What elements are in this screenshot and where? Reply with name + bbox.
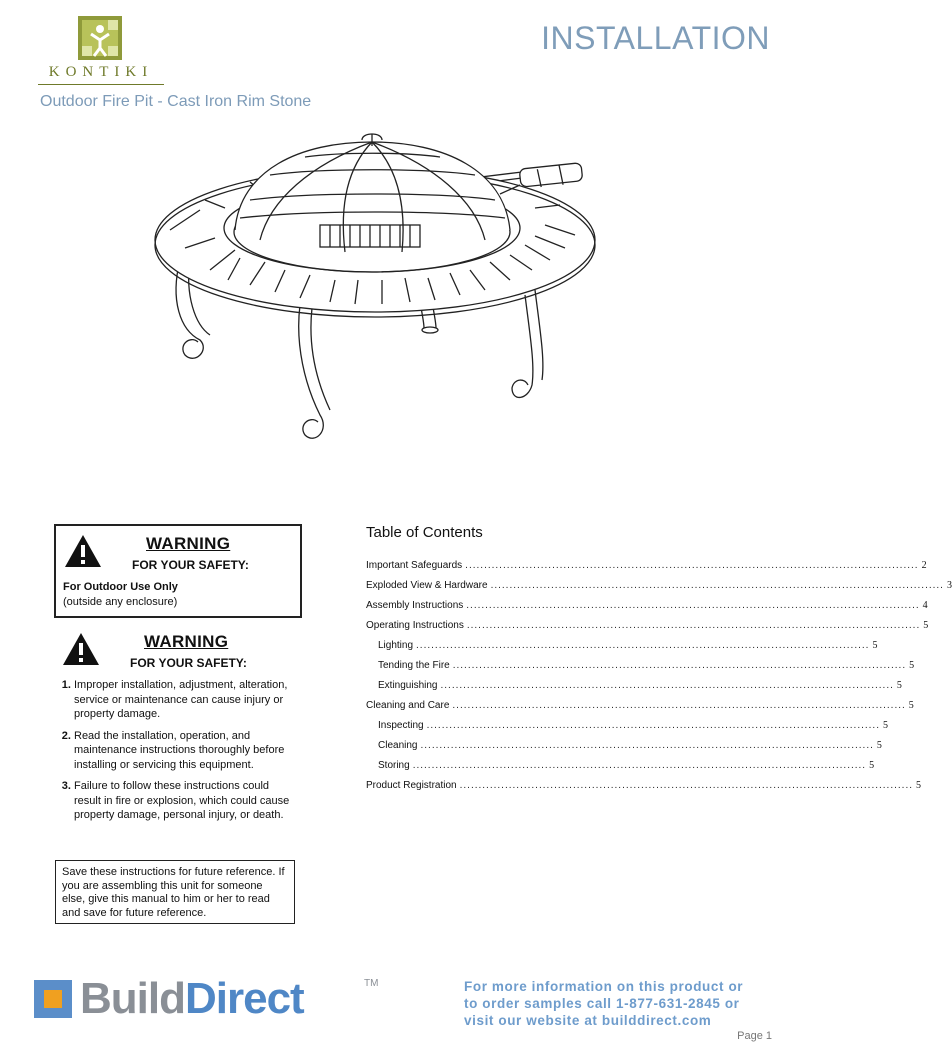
toc-entry-label: Product Registration <box>366 780 457 791</box>
warning-triangle-icon <box>64 534 102 568</box>
table-of-contents <box>366 524 952 791</box>
warning-item: 2. Read the installation, operation, and maintenance instructions thoroughly before installing or servicing this equipment. <box>74 729 294 773</box>
toc-list <box>366 551 952 791</box>
page-number: Page 1 <box>737 1030 772 1042</box>
toc-entry <box>366 731 882 751</box>
toc-entry-page: 5 <box>923 620 929 631</box>
toc-leader-dots: ........................................................................................................................ <box>452 700 906 711</box>
kontiki-emblem-icon <box>78 16 122 60</box>
warning-subtitle: FOR YOUR SAFETY: <box>130 656 247 670</box>
toc-entry-page: 3 <box>946 580 952 591</box>
toc-entry-page: 5 <box>916 780 922 791</box>
toc-entry <box>366 771 922 791</box>
toc-leader-dots: ........................................................................................................................ <box>465 560 919 571</box>
product-name: Outdoor Fire Pit - Cast Iron Rim Stone <box>40 93 312 110</box>
brand-name: KONTIKI <box>48 64 154 80</box>
toc-entry-page: 5 <box>876 740 882 751</box>
toc-entry <box>366 611 929 631</box>
warning-installation <box>54 624 298 850</box>
warning-item: 3. Failure to follow these instructions could result in fire or explosion, which could cause property damage, personal injury, or death. <box>74 779 294 823</box>
trademark-mark: TM <box>364 978 379 989</box>
warning-subtitle: FOR YOUR SAFETY: <box>132 558 249 572</box>
toc-entry-page: 5 <box>872 640 878 651</box>
toc-leader-dots: ........................................................................................................................ <box>426 720 880 731</box>
warning-list <box>54 678 294 830</box>
toc-entry-page: 5 <box>908 700 914 711</box>
document-title: INSTALLATION <box>541 20 770 56</box>
toc-entry <box>366 671 902 691</box>
toc-entry-label: Extinguishing <box>378 680 438 691</box>
toc-entry-label: Exploded View & Hardware <box>366 580 488 591</box>
toc-leader-dots: ........................................................................................................................ <box>420 740 874 751</box>
contact-line: For more information on this product or <box>464 979 744 994</box>
toc-entry-label: Assembly Instructions <box>366 600 464 611</box>
toc-entry-label: Operating Instructions <box>366 620 464 631</box>
contact-line: visit our website at builddirect.com <box>464 1013 712 1028</box>
toc-entry <box>366 551 927 571</box>
toc-entry-label: Inspecting <box>378 720 424 731</box>
toc-entry <box>366 751 875 771</box>
toc-leader-dots: ........................................................................................................................ <box>412 760 867 771</box>
toc-entry <box>366 591 928 611</box>
toc-entry-page: 4 <box>922 600 928 611</box>
toc-leader-dots: ........................................................................................................................ <box>466 620 921 631</box>
toc-leader-dots: ........................................................................................................................ <box>459 780 914 791</box>
warning-item: 1. Improper installation, adjustment, alteration, service or maintenance can cause injury or property damage. <box>74 678 294 722</box>
contact-info <box>464 978 774 1029</box>
save-instructions-note: Save these instructions for future reference. If you are assembling this unit for someone else, give this manual to him or her to read and save for future reference. <box>55 860 295 924</box>
toc-entry-page: 5 <box>909 660 915 671</box>
warning-outdoor-use <box>54 524 302 618</box>
toc-entry-page: 5 <box>869 760 875 771</box>
kontiki-logo <box>36 16 166 80</box>
toc-entry <box>366 651 915 671</box>
toc-entry-label: Important Safeguards <box>366 560 463 571</box>
toc-entry <box>366 571 952 591</box>
contact-line: to order samples call 1-877-631-2845 or <box>464 996 740 1011</box>
builddirect-logo <box>34 974 379 1024</box>
warning-title: WARNING <box>144 632 229 651</box>
toc-entry-label: Cleaning <box>378 740 418 751</box>
toc-entry-page: 5 <box>896 680 902 691</box>
toc-entry <box>366 631 878 651</box>
builddirect-wordmark: BuildDirect <box>80 974 304 1023</box>
toc-leader-dots: ........................................................................................................................ <box>416 640 870 651</box>
toc-entry-label: Cleaning and Care <box>366 700 450 711</box>
warning-triangle-icon <box>62 632 100 666</box>
toc-leader-dots: ........................................................................................................................ <box>440 680 894 691</box>
warning-text-line: For Outdoor Use Only <box>63 581 178 593</box>
toc-entry-page: 2 <box>921 560 927 571</box>
toc-entry-page: 5 <box>883 720 888 731</box>
toc-entry-label: Lighting <box>378 640 414 651</box>
builddirect-square-icon <box>34 980 72 1018</box>
toc-heading: Table of Contents <box>366 524 483 541</box>
toc-leader-dots: ........................................................................................................................ <box>490 580 944 591</box>
toc-leader-dots: ........................................................................................................................ <box>466 600 920 611</box>
fire-pit-illustration <box>140 130 610 460</box>
toc-entry-label: Tending the Fire <box>378 660 450 671</box>
warning-title: WARNING <box>146 534 231 553</box>
toc-leader-dots: ........................................................................................................................ <box>452 660 907 671</box>
toc-entry <box>366 691 914 711</box>
toc-entry-label: Storing <box>378 760 410 771</box>
brand-rule <box>38 84 164 85</box>
toc-entry <box>366 711 888 731</box>
warning-text-line: (outside any enclosure) <box>63 596 178 608</box>
